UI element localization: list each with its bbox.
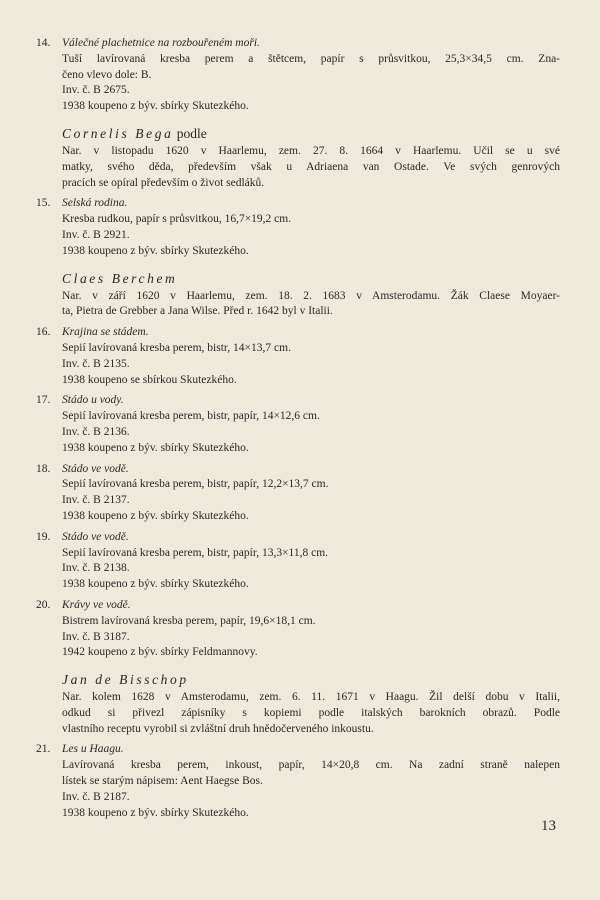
biography-line: odkud si přivezl zápisníky s kopiemi podle italských barokních obrazů. Podle [62,706,560,719]
entry-title: Stádo ve vodě. [62,462,129,475]
entry-description: Sepií lavírovaná kresba perem, bistr, papír, 12,2×13,7 cm. [62,478,329,491]
artist-heading [36,270,560,288]
biography-line: matky, svého děda, především však u Adriaena van Ostade. Ve svých genrových [62,160,560,173]
biography-line: pracích se opíral především o život sedláků. [62,176,265,189]
entry-provenance: 1938 koupeno z býv. sbírky Skutezkého. [62,806,249,819]
artist-heading [36,125,560,143]
entry-number: 17. [36,394,51,407]
entry-inventory: Inv. č. B 2187. [62,790,130,803]
entry-description: Sepií lavírovaná kresba perem, bistr, 14×13,7 cm. [62,341,291,354]
catalog-entry [36,742,560,821]
artist-name: Cornelis Bega [62,125,174,141]
artist-name: Claes Berchem [62,270,178,286]
catalog-entry [36,325,560,388]
entry-description: Tuší lavírovaná kresba perem a štětcem, papír s průsvitkou, 25,3×34,5 cm. Zna- [62,52,560,65]
entry-description: Bistrem lavírovaná kresba perem, papír, 19,6×18,1 cm. [62,614,316,627]
entry-inventory: Inv. č. B 2138. [62,562,130,575]
entry-inventory: Inv. č. B 3187. [62,630,130,643]
entry-inventory: Inv. č. B 2136. [62,425,130,438]
entry-provenance: 1942 koupeno z býv. sbírky Feldmannovy. [62,646,258,659]
catalog-entry [36,598,560,661]
entry-description: Sepií lavírovaná kresba perem, bistr, papír, 13,3×11,8 cm. [62,546,329,559]
catalog-entry [36,196,560,259]
entry-title: Krajina se stádem. [62,326,149,339]
entry-title: Krávy ve vodě. [62,598,131,611]
catalog-entry [36,393,560,456]
biography-line: Nar. kolem 1628 v Amsterodamu, zem. 6. 11. 1671 v Haagu. Žil delší dobu v Italii, [62,691,560,704]
page-content [36,36,560,826]
entry-number: 19. [36,530,51,543]
artist-biography [36,289,560,321]
artist-biography [36,144,560,191]
entry-title: Válečné plachetnice na rozbouřeném moři. [62,37,260,49]
artist-name: Jan de Bisschop [62,672,189,688]
artist-suffix: podle [176,125,207,141]
entry-provenance: 1938 koupeno z býv. sbírky Skutezkého. [62,578,249,591]
entry-description: Kresba rudkou, papír s průsvitkou, 16,7×19,2 cm. [62,213,292,226]
entry-inventory: Inv. č. B 2135. [62,357,130,370]
entry-number: 21. [36,743,51,756]
biography-line: Nar. v září 1620 v Haarlemu, zem. 18. 2. 1683 v Amsterodamu. Žák Claese Moyaer- [62,289,560,302]
entry-inventory: Inv. č. B 2675. [62,84,130,97]
catalog-entry [36,462,560,525]
entry-provenance: 1938 koupeno z býv. sbírky Skutezkého. [62,441,249,454]
entry-title: Stádo ve vodě. [62,530,129,543]
entry-title: Selská rodina. [62,197,128,210]
entry-provenance: 1938 koupeno se sbírkou Skutezkého. [62,373,237,386]
entry-provenance: 1938 koupeno z býv. sbírky Skutezkého. [62,509,249,522]
entry-provenance: 1938 koupeno z býv. sbírky Skutezkého. [62,244,249,257]
entry-number: 14. [36,37,51,49]
entry-description: lístek se starým nápisem: Aent Haegse Bos. [62,775,263,788]
entry-inventory: Inv. č. B 2921. [62,228,130,241]
catalog-entry [36,530,560,593]
entry-number: 18. [36,462,51,475]
entry-description: čeno vlevo dole: B. [62,68,152,81]
artist-heading [36,671,560,689]
entry-inventory: Inv. č. B 2137. [62,494,130,507]
biography-line: ta, Pietra de Grebber a Jana Wilse. Před r. 1642 byl v Italii. [62,305,333,318]
biography-line: Nar. v listopadu 1620 v Haarlemu, zem. 27. 8. 1664 v Haarlemu. Učil se u své [62,144,560,157]
page-number: 13 [541,818,556,834]
entry-description: Sepií lavírovaná kresba perem, bistr, papír, 14×12,6 cm. [62,410,320,423]
entry-number: 15. [36,197,51,210]
entry-number: 20. [36,598,51,611]
catalog-entry [36,36,560,115]
entry-description: Lavírovaná kresba perem, inkoust, papír, 14×20,8 cm. Na zadní straně nalepen [62,759,560,772]
entry-provenance: 1938 koupeno z býv. sbírky Skutezkého. [62,100,249,113]
artist-biography [36,690,560,737]
entry-number: 16. [36,326,51,339]
biography-line: vlastního receptu vyrobil si zvláštní druh hnědočerveného inkoustu. [62,722,374,735]
entry-title: Stádo u vody. [62,394,124,407]
entry-title: Les u Haagu. [62,743,124,756]
